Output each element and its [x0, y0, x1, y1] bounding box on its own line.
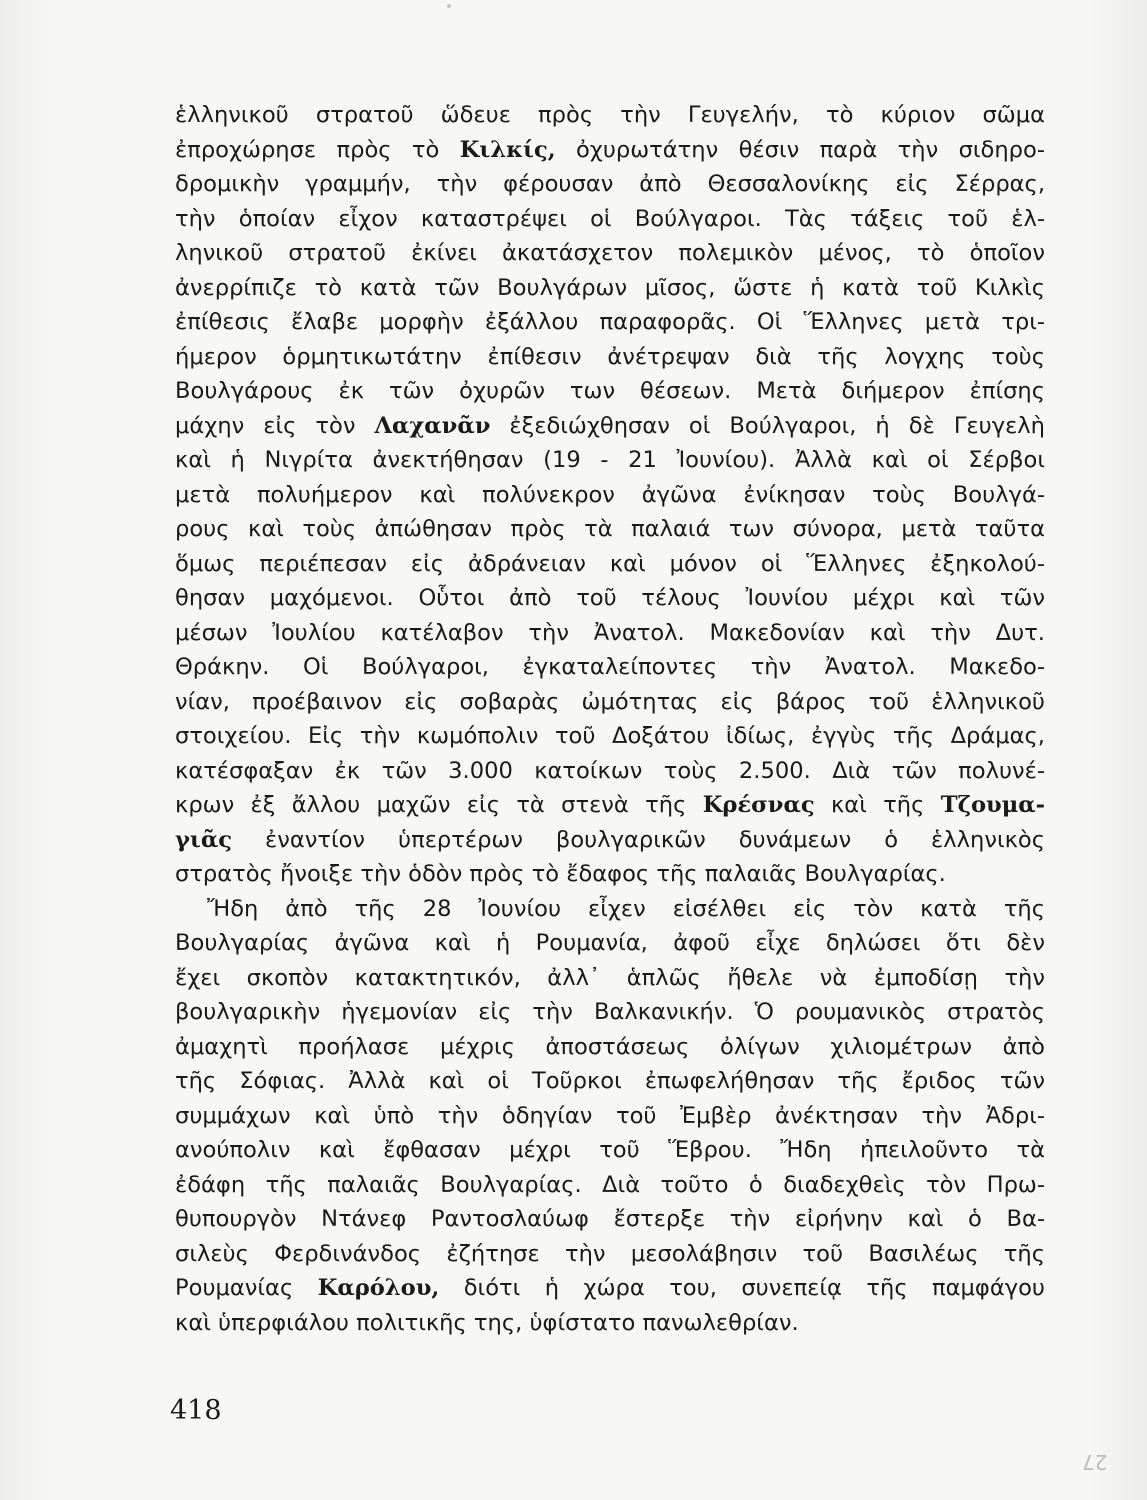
text-line [175, 133, 1045, 168]
text-run: Βουλγάρους ἐκ τῶν ὀχυρῶν των θέσεων. Μετὰ διήμερον ἐπίσης [175, 378, 1045, 404]
text-run: καὶ τῆς [814, 792, 941, 818]
text-run: βουλγαρικὴν ἡγεμονίαν εἰς τὴν Βαλκανικήν. Ὁ ρουμανικὸς στρατὸς [175, 999, 1045, 1025]
text-line [175, 512, 1045, 547]
text-run: ληνικοῦ στρατοῦ ἐκίνει ἀκατάσχετον πολεμικὸν μένος, τὸ ὁποῖον [175, 240, 1045, 266]
text-run: σιλεὺς Φερδινάνδος ἐζήτησε τὴν μεσολάβησιν τοῦ Βασιλέως τῆς [175, 1240, 1045, 1267]
text-run: ὀχυρωτάτην θέσιν παρὰ τὴν σιδηρο- [555, 136, 1045, 163]
text-line [175, 1271, 1045, 1306]
text-run: ἑλληνικοῦ στρατοῦ ὥδευε πρὸς τὴν Γευγελήν, τὸ κύριον σῶμα [175, 102, 1045, 128]
text-run: Ρουμανίας [175, 1275, 318, 1301]
text-run: Θράκην. Οἱ Βούλγαροι, ἐγκαταλείποντες τὴν Ἀνατολ. Μακεδο- [175, 654, 1045, 680]
text-line [175, 995, 1045, 1030]
text-run: καὶ ἡ Νιγρίτα ἀνεκτήθησαν (19 - 21 Ἰουνίου). Ἀλλὰ καὶ οἱ Σέρβοι [175, 447, 1045, 473]
text-line [175, 374, 1045, 409]
text-line [175, 305, 1045, 340]
bold-name: γιᾶς [175, 826, 232, 853]
text-run: Βουλγαρίας ἀγῶνα καὶ ἡ Ρουμανία, ἀφοῦ εἶχε δηλώσει ὅτι δὲν [175, 930, 1045, 956]
text-line [175, 478, 1045, 513]
text-run: θυπουργὸν Ντάνεφ Ραντοσλαύωφ ἔστερξε τὴν εἰρήνην καὶ ὁ Βα- [175, 1206, 1045, 1232]
text-run: νίαν, προέβαινον εἰς σοβαρὰς ὠμότητας εἰς βάρος τοῦ ἑλληνικοῦ [175, 688, 1045, 715]
text-run: ἐξεδιώχθησαν οἱ Βούλγαροι, ἡ δὲ Γευγελὴ [490, 412, 1045, 439]
bold-name: Λαχανᾶν [374, 412, 491, 439]
text-run: κατέσφαξαν ἐκ τῶν 3.000 κατοίκων τοὺς 2.500. Διὰ τῶν πολυνέ- [175, 757, 1045, 784]
text-run: ήμερον ὁρμητικωτάτην ἐπίθεσιν ἀνέτρεψαν διὰ τῆς λογχης τοὺς [175, 343, 1045, 370]
text-line [175, 650, 1045, 685]
text-line [175, 340, 1045, 375]
text-line [175, 616, 1045, 651]
text-line [175, 719, 1045, 754]
text-run: καὶ ὑπερφιάλου πολιτικῆς της, ὑφίστατο πανωλεθρίαν. [175, 1309, 799, 1336]
bleed-through-page-number: 27 [1081, 1450, 1107, 1474]
text-run: διότι ἡ χώρα του, συνεπείᾳ τῆς παμφάγου [439, 1275, 1045, 1301]
text-line [175, 271, 1045, 306]
text-run: κρων ἐξ ἄλλου μαχῶν εἰς τὰ στενὰ τῆς [175, 792, 703, 818]
text-line [175, 892, 1045, 927]
text-line [175, 1030, 1045, 1065]
text-run: δρομικὴν γραμμήν, τὴν φέρουσαν ἀπὸ Θεσσαλονίκης εἰς Σέρρας, [175, 171, 1045, 197]
text-line [175, 167, 1045, 202]
bold-name: Καρόλου, [317, 1275, 440, 1301]
text-run: τὴν ὁποίαν εἶχον καταστρέψει οἱ Βούλγαροι. Τὰς τάξεις τοῦ ἑλ- [175, 205, 1045, 232]
bold-name: Κρέσνας [702, 792, 815, 818]
text-line [175, 823, 1045, 858]
text-line [175, 98, 1045, 133]
text-run: ανούπολιν καὶ ἔφθασαν μέχρι τοῦ Ἕβρου. Ἤδη ἠπειλοῦντο τὰ [175, 1137, 1045, 1163]
text-line [175, 1168, 1045, 1203]
text-line [175, 409, 1045, 444]
text-run: μετὰ πολυήμερον καὶ πολύνεκρον ἀγῶνα ἐνίκησαν τοὺς Βουλγά- [175, 481, 1045, 508]
bold-name: Κιλκίς, [459, 136, 556, 163]
text-run: ἀνερρίπιζε τὸ κατὰ τῶν Βουλγάρων μῖσος, ὥστε ἡ κατὰ τοῦ Κιλκὶς [175, 274, 1045, 301]
text-run: Ἤδη ἀπὸ τῆς 28 Ἰουνίου εἶχεν εἰσέλθει εἰς τὸν κατὰ τῆς [207, 895, 1045, 922]
text-run: τῆς Σόφιας. Ἀλλὰ καὶ οἱ Τοῦρκοι ἐπωφελήθησαν τῆς ἔριδος τῶν [175, 1068, 1045, 1094]
text-line [175, 1306, 1045, 1341]
text-run: ὅμως περιέπεσαν εἰς ἀδράνειαν καὶ μόνον οἱ Ἕλληνες ἐξηκολού- [175, 550, 1045, 577]
text-line [175, 857, 1045, 892]
speck-mark [447, 4, 451, 8]
bold-name: Τζουμα- [940, 792, 1045, 818]
text-run: ἀμαχητὶ προήλασε μέχρις ἀποστάσεως ὀλίγων χιλιομέτρων ἀπὸ [175, 1033, 1045, 1060]
text-line [175, 547, 1045, 582]
text-line [175, 961, 1045, 996]
text-run: ἐναντίον ὑπερτέρων βουλγαρικῶν δυνάμεων ὁ ἑλληνικὸς [232, 826, 1045, 853]
text-run: ἐπίθεσις ἔλαβε μορφὴν ἐξάλλου παραφορᾶς. Οἱ Ἕλληνες μετὰ τρι- [175, 309, 1045, 335]
text-line [175, 754, 1045, 789]
text-run: μάχην εἰς τὸν [175, 412, 375, 439]
text-line [175, 1064, 1045, 1099]
text-line [175, 443, 1045, 478]
text-line [175, 788, 1045, 823]
text-run: θησαν μαχόμενοι. Οὗτοι ἀπὸ τοῦ τέλους Ἰουνίου μέχρι καὶ τῶν [175, 585, 1045, 611]
text-line [175, 1099, 1045, 1134]
text-run: ἐδάφη τῆς παλαιᾶς Βουλγαρίας. Διὰ τοῦτο ὁ διαδεχθεὶς τὸν Πρω- [175, 1171, 1045, 1198]
text-run: ρους καὶ τοὺς ἀπώθησαν πρὸς τὰ παλαιά των σύνορα, μετὰ ταῦτα [175, 516, 1045, 542]
text-run: στρατὸς ἤνοιξε τὴν ὁδὸν πρὸς τὸ ἔδαφος τῆς παλαιᾶς Βουλγαρίας. [175, 861, 946, 887]
text-run: ἐπροχώρησε πρὸς τὸ [175, 136, 460, 163]
text-line [175, 236, 1045, 271]
text-run: ἔχει σκοπὸν κατακτητικόν, ἀλλ᾽ ἁπλῶς ἤθελε νὰ ἐμποδίσῃ τὴν [175, 964, 1045, 991]
page-number: 418 [170, 1395, 222, 1426]
text-run: μέσων Ἰουλίου κατέλαβον τὴν Ἀνατολ. Μακεδονίαν καὶ τὴν Δυτ. [175, 619, 1045, 646]
body-text [175, 98, 1045, 1340]
text-line [175, 1237, 1045, 1272]
text-line [175, 581, 1045, 616]
text-line [175, 202, 1045, 237]
text-run: συμμάχων καὶ ὑπὸ τὴν ὁδηγίαν τοῦ Ἐμβὲρ ἀνέκτησαν τὴν Ἀδρι- [175, 1102, 1045, 1129]
text-line [175, 1202, 1045, 1237]
text-run: στοιχείου. Εἰς τὴν κωμόπολιν τοῦ Δοξάτου ἰδίως, ἐγγὺς τῆς Δράμας, [175, 723, 1045, 749]
text-line [175, 685, 1045, 720]
text-line [175, 1133, 1045, 1168]
text-line [175, 926, 1045, 961]
